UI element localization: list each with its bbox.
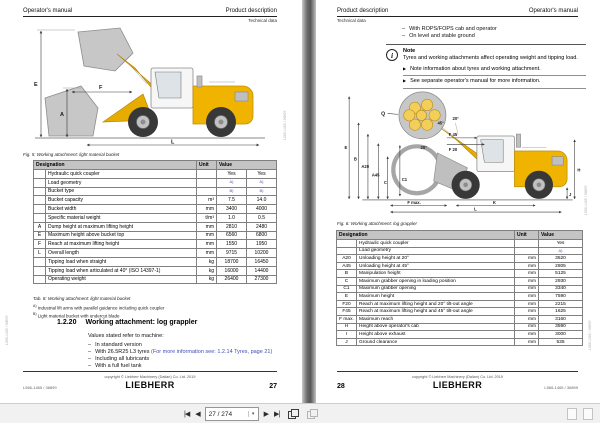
figure-caption: Fig. 5: Working attachment: light material bucket [23, 152, 120, 157]
spec-table-light-material-bucket [33, 160, 277, 284]
table-cell: 6560 [217, 231, 247, 240]
first-page-button[interactable]: |◀ [184, 410, 190, 418]
table-cell: Operating weight [46, 275, 197, 284]
previous-page-button[interactable]: ◀ [195, 410, 200, 418]
list-item-text: On level and stable ground [409, 32, 475, 39]
table-cell [34, 170, 46, 179]
table-cell: Tipping load when straight [46, 257, 197, 266]
table-cell [197, 170, 217, 179]
section-heading [57, 319, 197, 326]
table-cell: 6800 [247, 231, 277, 240]
table-cell: Unloading height at 20° [357, 255, 515, 263]
bookmark-panel-icon[interactable] [583, 408, 593, 420]
last-page-button[interactable]: ▶| [273, 410, 280, 418]
action-text: See separate operator's manual for more information. [410, 78, 541, 85]
table-cell: H [337, 323, 357, 331]
table-cell: 18700 [217, 257, 247, 266]
header-right: Operator's manual [528, 8, 578, 14]
table-cell: F20 [337, 300, 357, 308]
page-gap-shadow [302, 0, 316, 403]
print-code: L566-1465 / 36899 [588, 320, 592, 350]
table-cell: mm [515, 338, 539, 346]
dim-label-c: C [383, 179, 387, 185]
table-cell: 2930 [539, 277, 583, 285]
table-cell [34, 257, 46, 266]
dim-label-j: J [568, 192, 572, 198]
table-cell: A) [539, 247, 583, 255]
document-page-27 [0, 0, 302, 403]
table-cell: L [34, 249, 46, 258]
table-cell: A45 [337, 262, 357, 270]
table-row [34, 170, 277, 179]
table-cell [34, 275, 46, 284]
page-number-value[interactable]: 27 / 274 [208, 410, 233, 418]
footnotes [33, 304, 164, 320]
table-cell: mm [197, 231, 217, 240]
footnote-a [33, 304, 164, 312]
table-cell: Reach at maximum lifting height and 45° tilt-out angle [357, 308, 515, 316]
print-code: L566-1465 / 36899 [283, 110, 287, 140]
table-cell: 3520 [539, 255, 583, 263]
table-cell: mm [197, 240, 217, 249]
copyright-line: copyright © Liebherr Machinery (Dalian) Co. Ltd. 2019 [104, 375, 196, 379]
table-row [337, 308, 583, 316]
action-arrow-icon: ▶ [403, 78, 407, 84]
figure-light-material-bucket [23, 26, 277, 150]
table-row [34, 240, 277, 249]
table-cell: kg [197, 266, 217, 275]
table-row [34, 257, 277, 266]
document-page-28 [316, 0, 600, 403]
table-row [34, 213, 277, 222]
page-number-field[interactable] [205, 407, 259, 421]
col-designation: Designation [337, 231, 515, 240]
table-cell: Manipulation height [357, 270, 515, 278]
info-icon-glyph: i [390, 50, 394, 60]
table-row [337, 338, 583, 346]
table-cell: E [337, 293, 357, 301]
table-row [34, 205, 277, 214]
angle-label-20b: 20° [420, 145, 427, 151]
print-code: L566-1465 / 36899 [5, 315, 9, 345]
table-cell: Yes [217, 170, 247, 179]
machine-config-list [402, 26, 497, 40]
loader-bucket-drawing [23, 26, 277, 150]
cross-reference-link[interactable]: (For more information see: 1.2.14 Tyres, page 21) [151, 348, 273, 355]
table-row [337, 285, 583, 293]
figure-caption: Fig. 6: Working attachment: log grappler [337, 221, 418, 226]
table-cell: I [337, 331, 357, 339]
table-cell: mm [515, 331, 539, 339]
liebherr-logo: LIEBHERR [125, 379, 175, 390]
note-body [386, 45, 586, 63]
dim-label-a: A [60, 112, 64, 118]
table-cell: 1.0 [217, 213, 247, 222]
col-value: Value [217, 161, 277, 170]
table-row [34, 231, 277, 240]
table-cell: 14.0 [247, 196, 277, 205]
angle-label-20: 20° [452, 116, 459, 121]
footer-rule [337, 371, 578, 372]
dim-label-fmax: F max. [407, 200, 421, 206]
table-row [34, 196, 277, 205]
footer-rule [23, 371, 277, 372]
figure-log-grappler [336, 82, 584, 220]
footnote-marker: B) [33, 311, 37, 316]
info-icon [386, 49, 398, 61]
table-row [337, 315, 583, 323]
list-item [402, 26, 497, 33]
table-cell: Yes [247, 170, 277, 179]
footer-center [407, 375, 508, 390]
table-cell: A) [247, 178, 277, 187]
dim-label-h: H [577, 167, 581, 173]
table-cell: mm [515, 262, 539, 270]
table-row [337, 323, 583, 331]
facing-pages-layout-icon[interactable] [287, 408, 299, 420]
page-thumbnail-icon[interactable] [567, 408, 577, 420]
table-cell: Specific material weight [46, 213, 197, 222]
table-cell: 10200 [247, 249, 277, 258]
table-cell: Bucket capacity [46, 196, 197, 205]
table-cell: 2805 [539, 262, 583, 270]
table-caption: Tab. 8: Working attachment: light material bucket [33, 296, 131, 301]
table-cell [515, 247, 539, 255]
dim-label-q: Q [381, 111, 386, 118]
intro-text: Values stated refer to machine: [88, 333, 164, 339]
table-cell: 535 [539, 338, 583, 346]
table-cell: A20 [337, 255, 357, 263]
angle-label-45: 45° [437, 120, 444, 126]
next-page-button[interactable]: ▶ [263, 410, 268, 418]
dim-label-f: F [99, 85, 103, 91]
table-row [337, 262, 583, 270]
table-cell: mm [515, 270, 539, 278]
table-cell: Bucket type [46, 187, 197, 196]
col-unit: Unit [515, 231, 539, 240]
table-cell: Tipping load when articulated at 40° (ISO 14397-1) [46, 266, 197, 275]
table-cell: Height above exhaust [357, 331, 515, 339]
table-cell [34, 266, 46, 275]
table-cell: C [337, 277, 357, 285]
dim-label-b: B [353, 156, 357, 162]
list-item-text: Including all lubricants [95, 355, 150, 362]
table-cell: mm [515, 277, 539, 285]
table-row [34, 187, 277, 196]
table-row [337, 240, 583, 248]
table-cell [337, 247, 357, 255]
single-page-layout-icon[interactable] [306, 408, 318, 420]
list-item [402, 33, 497, 40]
table-cell: A) [217, 178, 247, 187]
page-footer [23, 375, 277, 390]
table-cell: 9715 [217, 249, 247, 258]
table-row [34, 178, 277, 187]
bullet-dash: – [402, 32, 406, 39]
list-item-text: With 26.5R25 L3 tyres [95, 348, 152, 355]
table-cell: 7590 [539, 293, 583, 301]
table-cell: Maximum grabber opening in loading position [357, 277, 515, 285]
list-item [88, 356, 272, 363]
document-code: L566-1465 / 36899 [544, 384, 578, 390]
table-cell: Hydraulic quick coupler [46, 170, 197, 179]
table-cell: 27300 [247, 275, 277, 284]
table-cell: Unloading height at 45° [357, 262, 515, 270]
table-cell: 16450 [247, 257, 277, 266]
table-row [34, 222, 277, 231]
dim-label-l: L [171, 139, 175, 146]
table-row [337, 270, 583, 278]
table-cell: B) [217, 187, 247, 196]
print-code: L566-1465 / 36899 [584, 185, 588, 215]
table-cell: Overall length [46, 249, 197, 258]
table-cell: Dump height at maximum lifting height [46, 222, 197, 231]
table-cell: mm [197, 222, 217, 231]
footnote-marker: A) [33, 304, 37, 308]
header-subtitle: Technical data [248, 18, 277, 23]
dim-label-f20: F 20 [448, 147, 458, 152]
dim-label-a45: A45 [371, 172, 380, 178]
table-cell: mm [197, 205, 217, 214]
table-cell: 4000 [247, 205, 277, 214]
table-cell [34, 178, 46, 187]
copyright-line: copyright © Liebherr Machinery (Dalian) Co. Ltd. 2019 [411, 375, 503, 379]
page-navigation [183, 407, 318, 421]
table-cell: Ground clearance [357, 338, 515, 346]
bullet-dash: – [88, 355, 92, 362]
page-number: 27 [269, 382, 277, 390]
col-value: Value [539, 231, 583, 240]
table-cell: 3160 [539, 315, 583, 323]
footnote-text: Light material bucket with undercut blade [37, 313, 120, 319]
dim-label-c1: C1 [401, 177, 408, 183]
table-cell: Yes [539, 240, 583, 248]
table-cell: 3590 [539, 323, 583, 331]
toolbar-right-tools [567, 408, 593, 420]
table-cell [197, 178, 217, 187]
table-cell: F max. [337, 315, 357, 323]
table-cell: C1 [337, 285, 357, 293]
table-cell: B) [247, 187, 277, 196]
page-header [23, 8, 277, 17]
page-header [337, 8, 578, 17]
header-left: Operator's manual [23, 8, 73, 14]
bullet-dash: – [88, 348, 92, 355]
chevron-down-icon[interactable]: ▾ [248, 411, 258, 417]
table-cell [34, 196, 46, 205]
bullet-dash: – [88, 342, 92, 348]
header-right: Product description [225, 8, 277, 14]
dim-label-e: E [344, 145, 348, 151]
table-cell: Hydraulic quick coupler [357, 240, 515, 248]
table-cell: Maximum reach [357, 315, 515, 323]
table-cell: 3000 [539, 331, 583, 339]
footer-center [93, 375, 207, 390]
viewer-toolbar [0, 403, 600, 423]
table-cell: 1550 [217, 240, 247, 249]
table-cell: Maximum grabber opening [357, 285, 515, 293]
table-cell: mm [515, 315, 539, 323]
table-cell: E [34, 231, 46, 240]
spec-table-log-grappler [336, 230, 583, 346]
table-cell: Maximum height [357, 293, 515, 301]
table-cell: mm [197, 249, 217, 258]
table-cell: B [337, 270, 357, 278]
dim-label-a20: A20 [361, 163, 370, 169]
note-text: Tyres and working attachments affect operating weight and tipping load. [403, 55, 578, 61]
table-cell: 7.5 [217, 196, 247, 205]
table-cell: t/m³ [197, 213, 217, 222]
table-cell [34, 213, 46, 222]
dim-label-f45: F 45 [448, 131, 458, 137]
table-row [337, 277, 583, 285]
table-header-row [34, 161, 277, 170]
table-cell: kg [197, 257, 217, 266]
section-title: Working attachment: log grappler [85, 319, 198, 326]
table-cell: 2810 [217, 222, 247, 231]
table-cell: 2480 [247, 222, 277, 231]
table-row [337, 331, 583, 339]
table-cell: mm [515, 308, 539, 316]
action-item [403, 63, 586, 76]
table-cell: Maximum height above bucket top [46, 231, 197, 240]
page-footer [337, 375, 578, 390]
footnote-text: Industrial lift arms with parallel guidance including quick coupler [37, 305, 165, 311]
table-cell [515, 240, 539, 248]
action-arrow-icon: ▶ [403, 65, 407, 71]
machine-config-list [88, 342, 272, 370]
dim-label-k: K [492, 200, 496, 206]
dim-label-l: L [474, 206, 477, 212]
col-designation: Designation [34, 161, 197, 170]
table-cell: Reach at maximum lifting height and 20° tilt-out angle [357, 300, 515, 308]
table-cell: 2215 [539, 300, 583, 308]
note-title: Note [403, 48, 416, 54]
list-item-text: With a full fuel tank [95, 362, 142, 369]
table-cell [197, 187, 217, 196]
table-cell: Load geometry [46, 178, 197, 187]
table-cell: A [34, 222, 46, 231]
table-cell: Height above operator's cab [357, 323, 515, 331]
table-row [337, 293, 583, 301]
table-row [34, 275, 277, 284]
table-cell [34, 187, 46, 196]
liebherr-logo: LIEBHERR [432, 379, 483, 390]
col-unit: Unit [197, 161, 217, 170]
table-row [337, 255, 583, 263]
action-text: Note information about tyres and working attachment. [410, 65, 541, 72]
list-item [88, 349, 272, 356]
dim-label-e: E [34, 82, 38, 88]
table-cell: 3400 [217, 205, 247, 214]
loader-grappler-drawing [336, 82, 584, 220]
bullet-dash: – [402, 26, 406, 32]
table-cell: 1950 [247, 240, 277, 249]
table-cell: 16000 [217, 266, 247, 275]
table-cell: 26400 [217, 275, 247, 284]
table-cell: F [34, 240, 46, 249]
table-cell: Bucket width [46, 205, 197, 214]
table-row [337, 247, 583, 255]
table-cell: mm [515, 300, 539, 308]
list-item [88, 363, 272, 370]
table-cell: 3340 [539, 285, 583, 293]
list-item-text: With ROPS/FOPS cab and operator [409, 26, 497, 32]
table-cell: m³ [197, 196, 217, 205]
table-cell: mm [515, 323, 539, 331]
bullet-dash: – [88, 362, 92, 369]
table-cell: mm [515, 293, 539, 301]
table-cell: Load geometry [357, 247, 515, 255]
header-left: Product description [337, 8, 389, 14]
page-number: 28 [337, 382, 345, 390]
table-cell: F45 [337, 308, 357, 316]
list-item [88, 342, 272, 349]
table-cell: mm [515, 255, 539, 263]
section-number: 1.2.20 [57, 319, 77, 326]
table-cell: J [337, 338, 357, 346]
table-cell: kg [197, 275, 217, 284]
document-code: L566-1465 / 36899 [23, 384, 57, 390]
table-cell: 14400 [247, 266, 277, 275]
table-cell: 5125 [539, 270, 583, 278]
table-cell [34, 205, 46, 214]
table-cell: Reach at maximum lifting height [46, 240, 197, 249]
table-cell: mm [515, 285, 539, 293]
table-row [337, 300, 583, 308]
table-cell [337, 240, 357, 248]
table-row [34, 249, 277, 258]
header-subtitle: Technical data [337, 18, 366, 23]
table-header-row [337, 231, 583, 240]
table-row [34, 266, 277, 275]
table-cell: 0.5 [247, 213, 277, 222]
list-item-text: In standard version [95, 342, 142, 348]
table-cell: 1625 [539, 308, 583, 316]
